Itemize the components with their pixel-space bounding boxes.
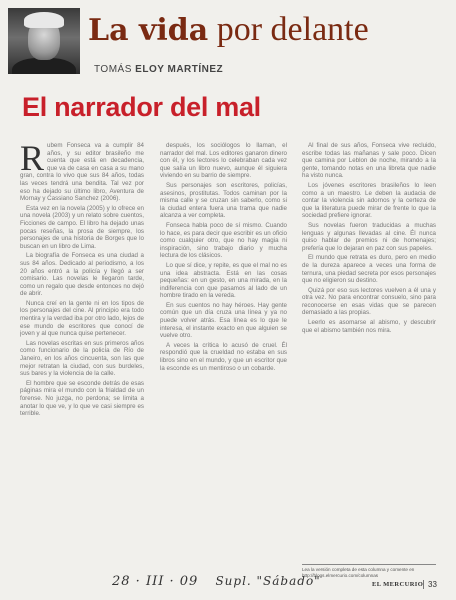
article-headline: El narrador del mal [22,92,261,122]
handwritten-annotation [112,574,321,589]
paragraph: En sus cuentos no hay héroes. Hay gente común que un día cruza una línea y ya no puede volver atrás. Esa línea es lo que le interesa, el instante exacto en que alguien se vuelve otro. [160,301,287,340]
divider [423,580,424,589]
article-column-2 [160,142,287,562]
paragraph: ubem Fonseca va a cumplir 84 años, y su editor brasileño me cuenta que está en decadencia, que va de casa en casa a su mano gran, contra lo vivo que sus 84 años, todas las veces tendrá una bendita. Tal vez por eso ha dejado su último libro, Aventura de Mornay y Cassiano Sanchez (2006). [20,142,144,203]
divider [302,564,436,565]
byline [94,64,223,75]
paragraph: después, los sociólogos lo llaman, el narrador del mal. Los editores ganaron dinero con él, y los lectores lo celebraban cada vez que salía un libro nuevo, aunque él siguiera viviendo en su barrio de siempre. [160,142,287,180]
paragraph: Lo que sí dice, y repite, es que el mal no es una idea abstracta. Está en las cosas pequeñas: en un gesto, en una mirada, en la indiferencia con que pasamos al lado de un hombre tirado en la vereda. [160,261,287,300]
paragraph: Al final de sus años, Fonseca vive recluido, escribe todas las mañanas y sale poco. Dicen que camina por Leblon de noche, mirando a la gente, tomando notas en una libreta que nadie ha visto nunca. [302,142,436,180]
article-column-1 [20,142,144,562]
newspaper-name: EL MERCURIO [372,581,424,588]
section-title [88,10,369,51]
byline-prefix: TOMÁS [94,64,132,75]
portrait-hair [24,12,64,28]
paragraph: Quizá por eso sus lectores vuelven a él una y otra vez. No para encontrar consuelo, sino para reconocerse en esas vidas que se parecen demasiado a las propias. [302,286,436,317]
web-note-link[interactable]: http://blogs.elmercurio.com/columnas [302,573,379,578]
paragraph: Las novelas escritas en sus primeros años como funcionario de la policía de Río de Janeiro, en los años cincuenta, son las que mejor retratan la ciudad, con sus burdeles, sus bares y la violencia de la calle. [20,339,144,378]
paragraph: Fonseca habla poco de sí mismo. Cuando lo hace, es para decir que escribir es un oficio como cualquier otro, que no hay magia ni inspiración, sino trabajo diario y mucha lectura de los clásicos. [160,221,287,260]
page-number: 33 [428,580,437,589]
byline-author: ELOY MARTÍNEZ [135,64,224,75]
paragraph: Los jóvenes escritores brasileños lo leen como a un maestro. Le deben la audacia de contar la violencia sin adornos y la certeza de que la literatura puede mirar de frente lo que la sociedad prefiere ignorar. [302,181,436,220]
paragraph: Esta vez en la novela (2005) y lo ofrece en una novela (2003) y un relato sobre cuentos, Ficciones de campo. El libro ha dejado unas pocas reseñas, la prosa de siempre, los personajes de una historia de Borges que lo buscan en un libro de Lima. [20,204,144,250]
handwritten-note: Supl. "Sábado" [215,574,321,588]
paragraph: La biografía de Fonseca es una ciudad a sus 84 años. Dedicado al periodismo, a los 20 años entró a la policía y llegó a ser comisario. Las novelas le llegaron tarde, como un regalo que desde entonces no dejó de abrir. [20,252,144,298]
handwritten-date: 28 · III · 09 [112,574,199,589]
paragraph: A veces la crítica lo acusó de cruel. Él respondió que la crueldad no estaba en sus libros sino en el mundo, y que un escritor que la esconde es un mentiroso o un cobarde. [160,341,287,372]
section-title-light: por delante [216,11,369,48]
web-note [302,564,436,579]
author-portrait [8,8,80,74]
portrait-shoulders [12,58,76,74]
web-note-text: Lea la versión completa de esta columna y comente en [302,567,415,572]
section-title-bold: La vida [88,13,209,48]
paragraph: Sus novelas fueron traducidas a muchas lenguas y algunas llevadas al cine. Él nunca quiso hablar de premios ni de homenajes; prefería que lo dejaran en paz con sus papeles. [302,221,436,252]
paragraph: Leerlo es asomarse al abismo, y descubrir que el abismo también nos mira. [302,319,436,334]
column-header [0,0,456,92]
paragraph: El mundo que retrata es duro, pero en medio de la dureza aparece a veces una forma de ternura, una piedad secreta por esos personajes que no eligieron su destino. [302,254,436,285]
article-column-3 [302,142,436,562]
paragraph: El hombre que se esconde detrás de esas páginas mira el mundo con la frialdad de un forense. No juzga, no perdona; se limita a anotar lo que ve, y lo que ve casi siempre es terrible. [20,379,144,418]
drop-cap: R [20,142,45,178]
paragraph: Nunca creí en la gente ni en los tipos de los personajes del cine. Al principio era todo mentira y la verdad iba por otro lado, lejos de ese mundo de escritores que conocí de joven y al que nunca quise pertenecer. [20,299,144,338]
paragraph: Sus personajes son escritores, policías, asesinos, prostitutas. Todos caminan por la misma calle y se cruzan sin saberlo, como si la ciudad entera fuera una trama que nadie alcanza a ver completa. [160,181,287,220]
